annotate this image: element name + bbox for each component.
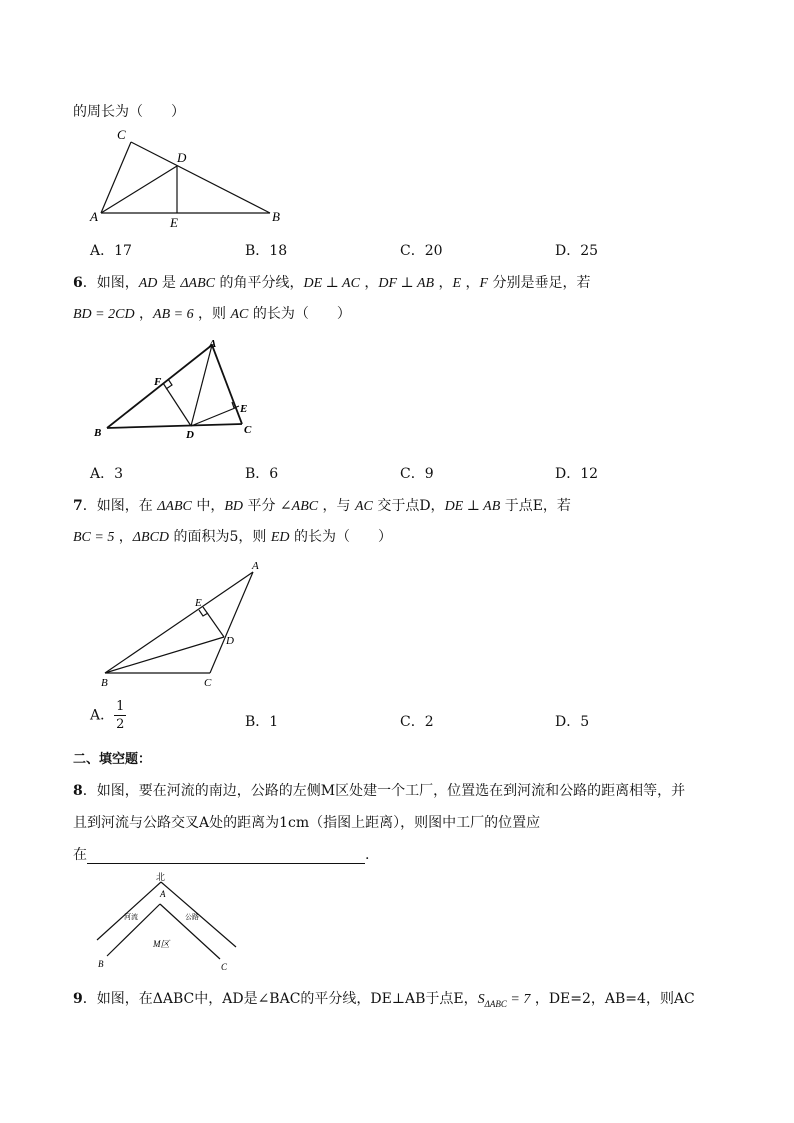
section-heading-fill-blank: 二、填空题： xyxy=(73,752,152,767)
q6-option-b: B．6 xyxy=(245,466,279,482)
q6-label-f: F xyxy=(154,376,162,388)
q8-figure xyxy=(90,868,250,973)
q8-label-zone: M区 xyxy=(153,939,170,949)
q6-option-d: D．12 xyxy=(555,466,599,482)
q8-label-c: C xyxy=(221,962,228,972)
q8-label-b: B xyxy=(98,959,104,969)
q9-area-symbol: $S_{\Delta ABC} = 7$ xyxy=(477,992,531,1009)
q6-stem-line2: BD = 2CD ，AB = 6 ，则 AC 的长为（ ） xyxy=(73,306,351,322)
q5-stem-tail: 的周长为（ ） xyxy=(73,104,185,120)
q5-label-e: E xyxy=(170,215,178,230)
q7-label-d: D xyxy=(226,635,234,647)
q7-label-b: B xyxy=(101,677,108,689)
q8-stem-line2: 且到河流与公路交叉A处的距离为1cm（指图上距离），则图中工厂的位置应 xyxy=(73,815,541,831)
q6-label-a: A xyxy=(209,338,217,350)
q5-label-c: C xyxy=(117,127,126,142)
q8-answer-blank[interactable] xyxy=(87,849,365,864)
q6-number: 6 xyxy=(73,275,83,291)
q8-label-north: 北 xyxy=(156,872,166,882)
q6-label-b: B xyxy=(94,427,102,439)
q5-label-a: A xyxy=(90,209,98,224)
q7-label-c: C xyxy=(204,677,212,689)
q5-option-b: B．18 xyxy=(245,243,288,259)
q7-option-a: A． $\frac{1}{2}$ xyxy=(90,699,125,732)
q5-option-d: D．25 xyxy=(555,243,599,259)
q5-label-d: D xyxy=(177,150,187,165)
q7-stem-line1: 7．如图，在 ΔABC 中，BD 平分 ∠ABC ，与 AC 交于点D，DE ⊥ AB 于点E，若 xyxy=(73,498,571,514)
q7-label-a: A xyxy=(252,560,259,572)
q6-label-e: E xyxy=(240,403,248,415)
q6-stem-line1: 6．如图，AD 是 ΔABC 的角平分线，DE ⊥ AC ，DF ⊥ AB ，E ，F 分别是垂足，若 xyxy=(73,275,591,291)
q8-label-road: 公路 xyxy=(185,913,199,921)
q9-stem: 9．如图，在ΔABC中，AD是∠BAC的平分线，DE⊥AB于点E，$S_{\Delta ABC} = 7$ ，DE=2，AB=4，则AC xyxy=(73,991,695,1009)
q7-option-c: C．2 xyxy=(400,714,434,730)
q9-number: 9 xyxy=(73,991,83,1007)
q5-figure xyxy=(85,126,305,230)
q7-figure xyxy=(95,558,275,688)
q6-option-c: C．9 xyxy=(400,466,434,482)
q7-option-b: B．1 xyxy=(245,714,279,730)
q8-stem-line1: 8．如图，要在河流的南边，公路的左侧M区处建一个工厂，位置选在到河流和公路的距离相等，并 xyxy=(73,783,686,799)
q7-stem-line2: BC = 5 ，ΔBCD 的面积为5，则 ED 的长为（ ） xyxy=(73,529,392,545)
q7-label-e: E xyxy=(195,597,202,609)
q6-option-a: A．3 xyxy=(90,466,124,482)
q8-number: 8 xyxy=(73,783,83,799)
q7-number: 7 xyxy=(73,498,83,514)
q8-label-river: 河流 xyxy=(124,913,138,921)
q8-label-a: A xyxy=(160,889,166,899)
q6-label-c: C xyxy=(244,424,252,436)
q8-stem-line3: 在 . xyxy=(73,847,370,863)
q6-label-d: D xyxy=(186,429,194,441)
q5-option-c: C．20 xyxy=(400,243,443,259)
q5-option-a: A．17 xyxy=(90,243,132,259)
q5-label-b: B xyxy=(272,209,280,224)
q7-option-d: D．5 xyxy=(555,714,590,730)
q6-figure xyxy=(90,338,270,443)
q7-option-a-fraction: $\frac{1}{2}$ xyxy=(116,699,125,732)
